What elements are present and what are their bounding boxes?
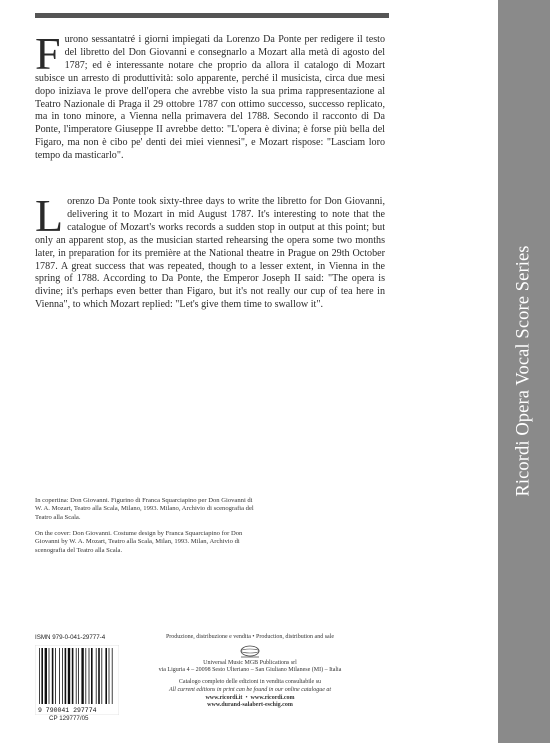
link-ricordi-com[interactable]: www.ricordi.com [250, 694, 295, 701]
cover-credit-english: On the cover: Don Giovanni. Costume design by Franca Squarciapino for Don Giovanni by W. A. Mozart, Teatro alla Scala, Milan, 1993. Milan, Archivio di scenografia del Teatro alla Scala. [35, 530, 243, 554]
production-line: Produzione, distribuzione e vendita • Production, distribution and sale [165, 634, 335, 640]
italian-text: urono sessantatré i giorni impiegati da Lorenzo Da Ponte per redigere il testo del libretto del Don Giovanni e consegnarlo a Mozart alla metà di agosto del 1787; ed è interessante notare che proprio da allora il catalogo di Mozart subisce un arresto di produttività: solo apparente, perché il musicista, circa due mesi dopo iniziava le prove dell'opera che avrebbe visto la sua prima rappresentazione al Teatro Nazionale di Praga il 29 ottobre 1787 con ottimo successo, successo replicato, ma in tono minore, a Vienna nella primavera del 1788. Secondo il racconto di Da Ponte, l'imperatore Giuseppe II avrebbe detto: "L'opera è divina; è forse più bella del Figaro, ma non è cibo pe' denti dei miei viennesi", e Mozart rispose: "Lasciam loro tempo da masticarlo". [35, 34, 385, 162]
barcode-image [35, 645, 119, 715]
publisher-block: Produzione, distribuzione e vendita • Production, distribution and sale Universal Music MGB Publications srl via Liguria 4 – 20098 Sesto Ulteriano – San Giuliano Milanese (MI) – Italia Catalogo completo delle edizioni in vendita consultabile su All current editions in print can be found in our online catalogue at www.ricordi.it • www.ricordi.com www.durand-salabert-eschig.com [150, 634, 350, 710]
link-ricordi-it[interactable]: www.ricordi.it [205, 694, 243, 701]
publisher-address: via Liguria 4 – 20098 Sesto Ulteriano – San Giuliano Milanese (MI) – Italia [158, 667, 342, 674]
svg-text:9 790041 297774: 9 790041 297774 [38, 707, 97, 714]
top-rule [35, 13, 389, 18]
series-title: Ricordi Opera Vocal Score Series [513, 245, 534, 497]
italian-dropcap: F [35, 28, 61, 79]
english-text: orenzo Da Ponte took sixty-three days to write the libretto for Don Giovanni, delivering it to Mozart in mid August 1787. It's interesting to note that the catalogue of Mozart's works records a sudden stop in output at this point; but only an apparent stop, as the musician started rehearsing the opera some two months later, in preparation for its première at the National theatre in Prague on 29th October 1787. A great success that was repeated, though to a lesser extent, in Vienna in the spring of 1788. According to Da Ponte, the Emperor Joseph II said: "The opera is divine; it's perhaps even better than Figaro, but it's not really our cup of tea here in Vienna", to which Mozart replied: "Let's give them time to swallow it". [35, 196, 385, 311]
catalog-number: CP 129777/05 [49, 715, 89, 722]
universal-logo-icon [237, 645, 263, 659]
english-paragraph [35, 190, 385, 312]
isbn-label: ISMN 979-0-041-29777-4 [35, 634, 106, 641]
english-dropcap: L [35, 190, 64, 241]
cover-credit-italian: In copertina: Don Giovanni. Figurino di Franca Squarciapino per Don Giovanni di W. A. Mozart, Teatro alla Scala, Milano, 1993. Milano, Archivio di scenografia del Teatro alla Scala. [35, 497, 254, 521]
publisher-name: Universal Music MGB Publications srl [203, 659, 297, 666]
italian-paragraph [35, 28, 385, 163]
link-durand[interactable]: www.durand-salabert-eschig.com [207, 702, 293, 709]
catalog-note-english: All current editions in print can be found in our online catalogue at [168, 686, 332, 693]
catalog-note-italian: Catalogo completo delle edizioni in vendita consultabile su [178, 679, 322, 686]
